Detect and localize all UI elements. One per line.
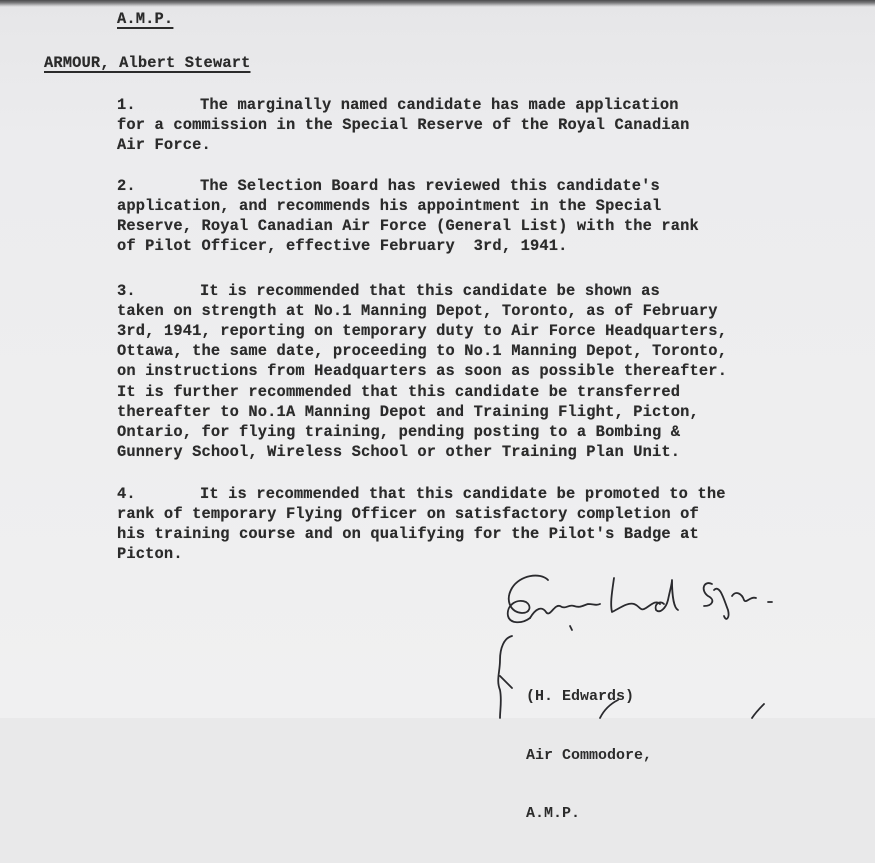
paragraph-line: Gunnery School, Wireless School or other Training Plan Unit. [117, 443, 681, 461]
paragraph-line: 3rd, 1941, reporting on temporary duty to Air Force Headquarters, [117, 322, 728, 340]
paragraph-line: Ottawa, the same date, proceeding to No.1 Manning Depot, Toronto, [117, 342, 728, 360]
paragraph-line: It is recommended that this candidate be shown as [200, 282, 660, 300]
paragraph-line: for a commission in the Special Reserve of the Royal Canadian [117, 116, 690, 134]
paragraph-line: application, and recommends his appointment in the Special [117, 197, 662, 215]
paragraph-number: 3. [117, 282, 136, 300]
paragraph-number: 4. [117, 485, 136, 503]
paragraph-line: The Selection Board has reviewed this candidate's [200, 177, 660, 195]
candidate-name: ARMOUR, Albert Stewart [44, 54, 251, 72]
paragraph-line: Ontario, for flying training, pending posting to a Bombing & [117, 423, 681, 441]
signatory-rank: Air Commodore, [526, 746, 653, 764]
paragraph-line: on instructions from Headquarters as soon as possible thereafter. [117, 362, 728, 380]
paragraph-line: Air Force. [117, 136, 211, 154]
signature-block [526, 648, 652, 863]
paragraph-number: 2. [117, 177, 136, 195]
paragraph-line: thereafter to No.1A Manning Depot and Training Flight, Picton, [117, 403, 699, 421]
paragraph-line: The marginally named candidate has made application [200, 96, 679, 114]
paragraph-line: Reserve, Royal Canadian Air Force (General List) with the rank [117, 217, 699, 235]
paragraph-line: It is further recommended that this candidate be transferred [117, 383, 681, 401]
paragraph-line: Picton. [117, 545, 183, 563]
paragraph-line: It is recommended that this candidate be promoted to the [200, 485, 726, 503]
paragraph-line: rank of temporary Flying Officer on satisfactory completion of [117, 505, 699, 523]
office-heading: A.M.P. [117, 10, 174, 28]
paragraph-line: taken on strength at No.1 Manning Depot, Toronto, as of February [117, 302, 718, 320]
signatory-office: A.M.P. [526, 805, 581, 822]
paragraph-line: of Pilot Officer, effective February 3rd, 1941. [117, 237, 568, 255]
paragraph-line: his training course and on qualifying for the Pilot's Badge at [117, 525, 699, 543]
paragraph-number: 1. [117, 96, 136, 114]
signatory-name: (H. Edwards) [526, 688, 635, 705]
